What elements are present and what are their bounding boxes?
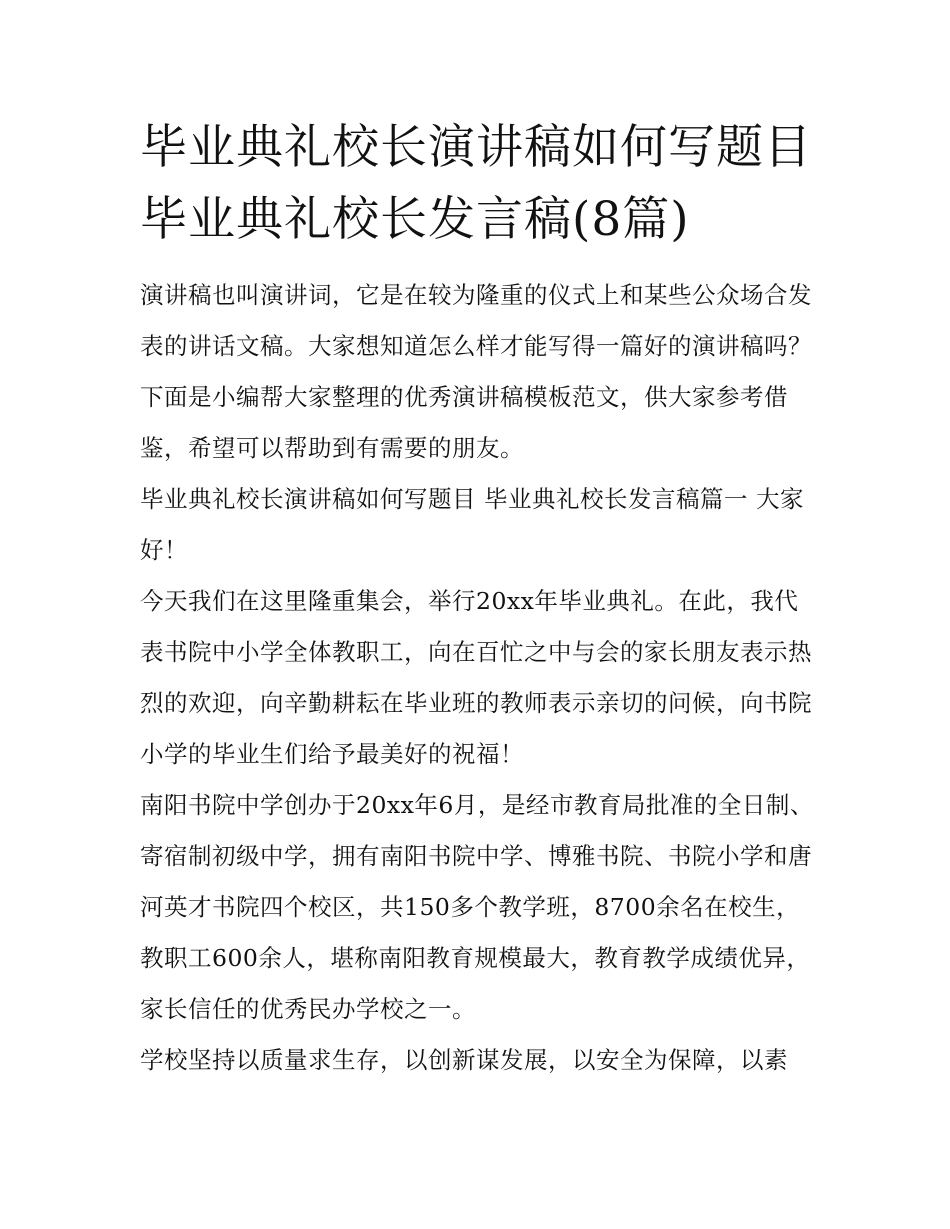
paragraph-intro: 演讲稿也叫演讲词，它是在较为隆重的仪式上和某些公众场合发表的讲话文稿。大家想知道怎么样才能写得一篇好的演讲稿吗？下面是小编帮大家整理的优秀演讲稿模板范文，供大家参考借鉴，希望可以帮助到有需要的朋友。 (140, 281, 812, 462)
paragraph-heading-one: 毕业典礼校长演讲稿如何写题目 毕业典礼校长发言稿篇一 大家好！ (140, 485, 804, 564)
paragraph-school-policy: 学校坚持以质量求生存，以创新谋发展，以安全为保障，以素 (140, 1046, 788, 1074)
paragraph-ceremony: 今天我们在这里隆重集会，举行20xx年毕业典礼。在此，我代表书院中小学全体教职工，向在百忙之中与会的家长朋友表示热烈的欢迎，向辛勤耕耘在毕业班的教师表示亲切的问候，向书院小学的毕业生们给予最美好的祝福！ (140, 587, 812, 768)
paragraph-school-intro: 南阳书院中学创办于20xx年6月，是经市教育局批准的全日制、寄宿制初级中学，拥有南阳书院中学、博雅书院、书院小学和唐河英才书院四个校区，共150多个教学班，8700余名在校生，教职工600余人，堪称南阳教育规模最大，教育教学成绩优异，家长信任的优秀民办学校之一。 (140, 791, 814, 1023)
document-page (140, 112, 820, 1086)
document-title: 毕业典礼校长演讲稿如何写题目 毕业典礼校长发言稿(8篇) (140, 120, 812, 247)
